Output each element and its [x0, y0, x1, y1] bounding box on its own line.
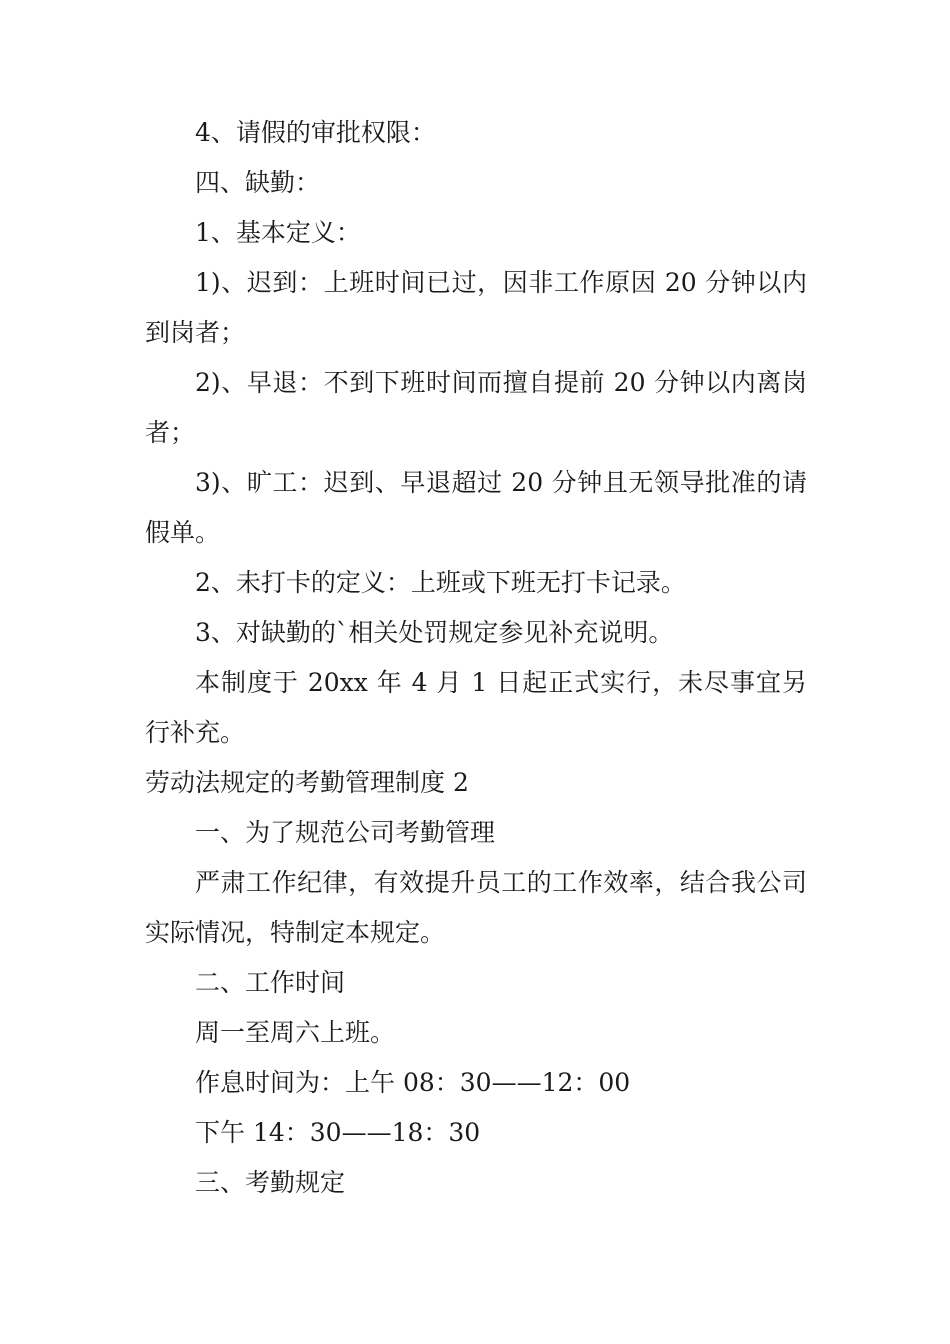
paragraph-no-clock-in: 2、未打卡的定义：上班或下班无打卡记录。 — [195, 568, 686, 597]
paragraph-absenteeism: 3)、旷工：迟到、早退超过 20 分钟且无领导批准的请假单。 — [145, 468, 807, 547]
paragraph-afternoon-hours: 下午 14：30——18：30 — [195, 1118, 481, 1147]
heading-attendance-rules: 三、考勤规定 — [195, 1168, 346, 1197]
paragraph-late: 1)、迟到：上班时间已过，因非工作原因 20 分钟以内到岗者； — [145, 268, 807, 347]
paragraph-basic-definition: 1、基本定义： — [195, 218, 361, 247]
paragraph-early-leave: 2)、早退：不到下班时间而擅自提前 20 分钟以内离岗者； — [145, 368, 807, 447]
paragraph-penalty: 3、对缺勤的`相关处罚规定参见补充说明。 — [195, 618, 674, 647]
paragraph-leave-approval: 4、请假的审批权限： — [195, 118, 436, 147]
document-body — [145, 108, 807, 1208]
heading-absence: 四、缺勤： — [195, 168, 321, 197]
paragraph-work-days: 周一至周六上班。 — [195, 1018, 396, 1047]
paragraph-effective-date: 本制度于 20xx 年 4 月 1 日起正式实行，未尽事宜另行补充。 — [145, 668, 807, 747]
heading-purpose: 一、为了规范公司考勤管理 — [195, 818, 496, 847]
paragraph-morning-hours: 作息时间为：上午 08：30——12：00 — [195, 1068, 631, 1097]
paragraph-purpose: 严肃工作纪律，有效提升员工的工作效率，结合我公司实际情况，特制定本规定。 — [145, 868, 807, 947]
heading-work-hours: 二、工作时间 — [195, 968, 346, 997]
section-title: 劳动法规定的考勤管理制度 2 — [145, 768, 469, 797]
